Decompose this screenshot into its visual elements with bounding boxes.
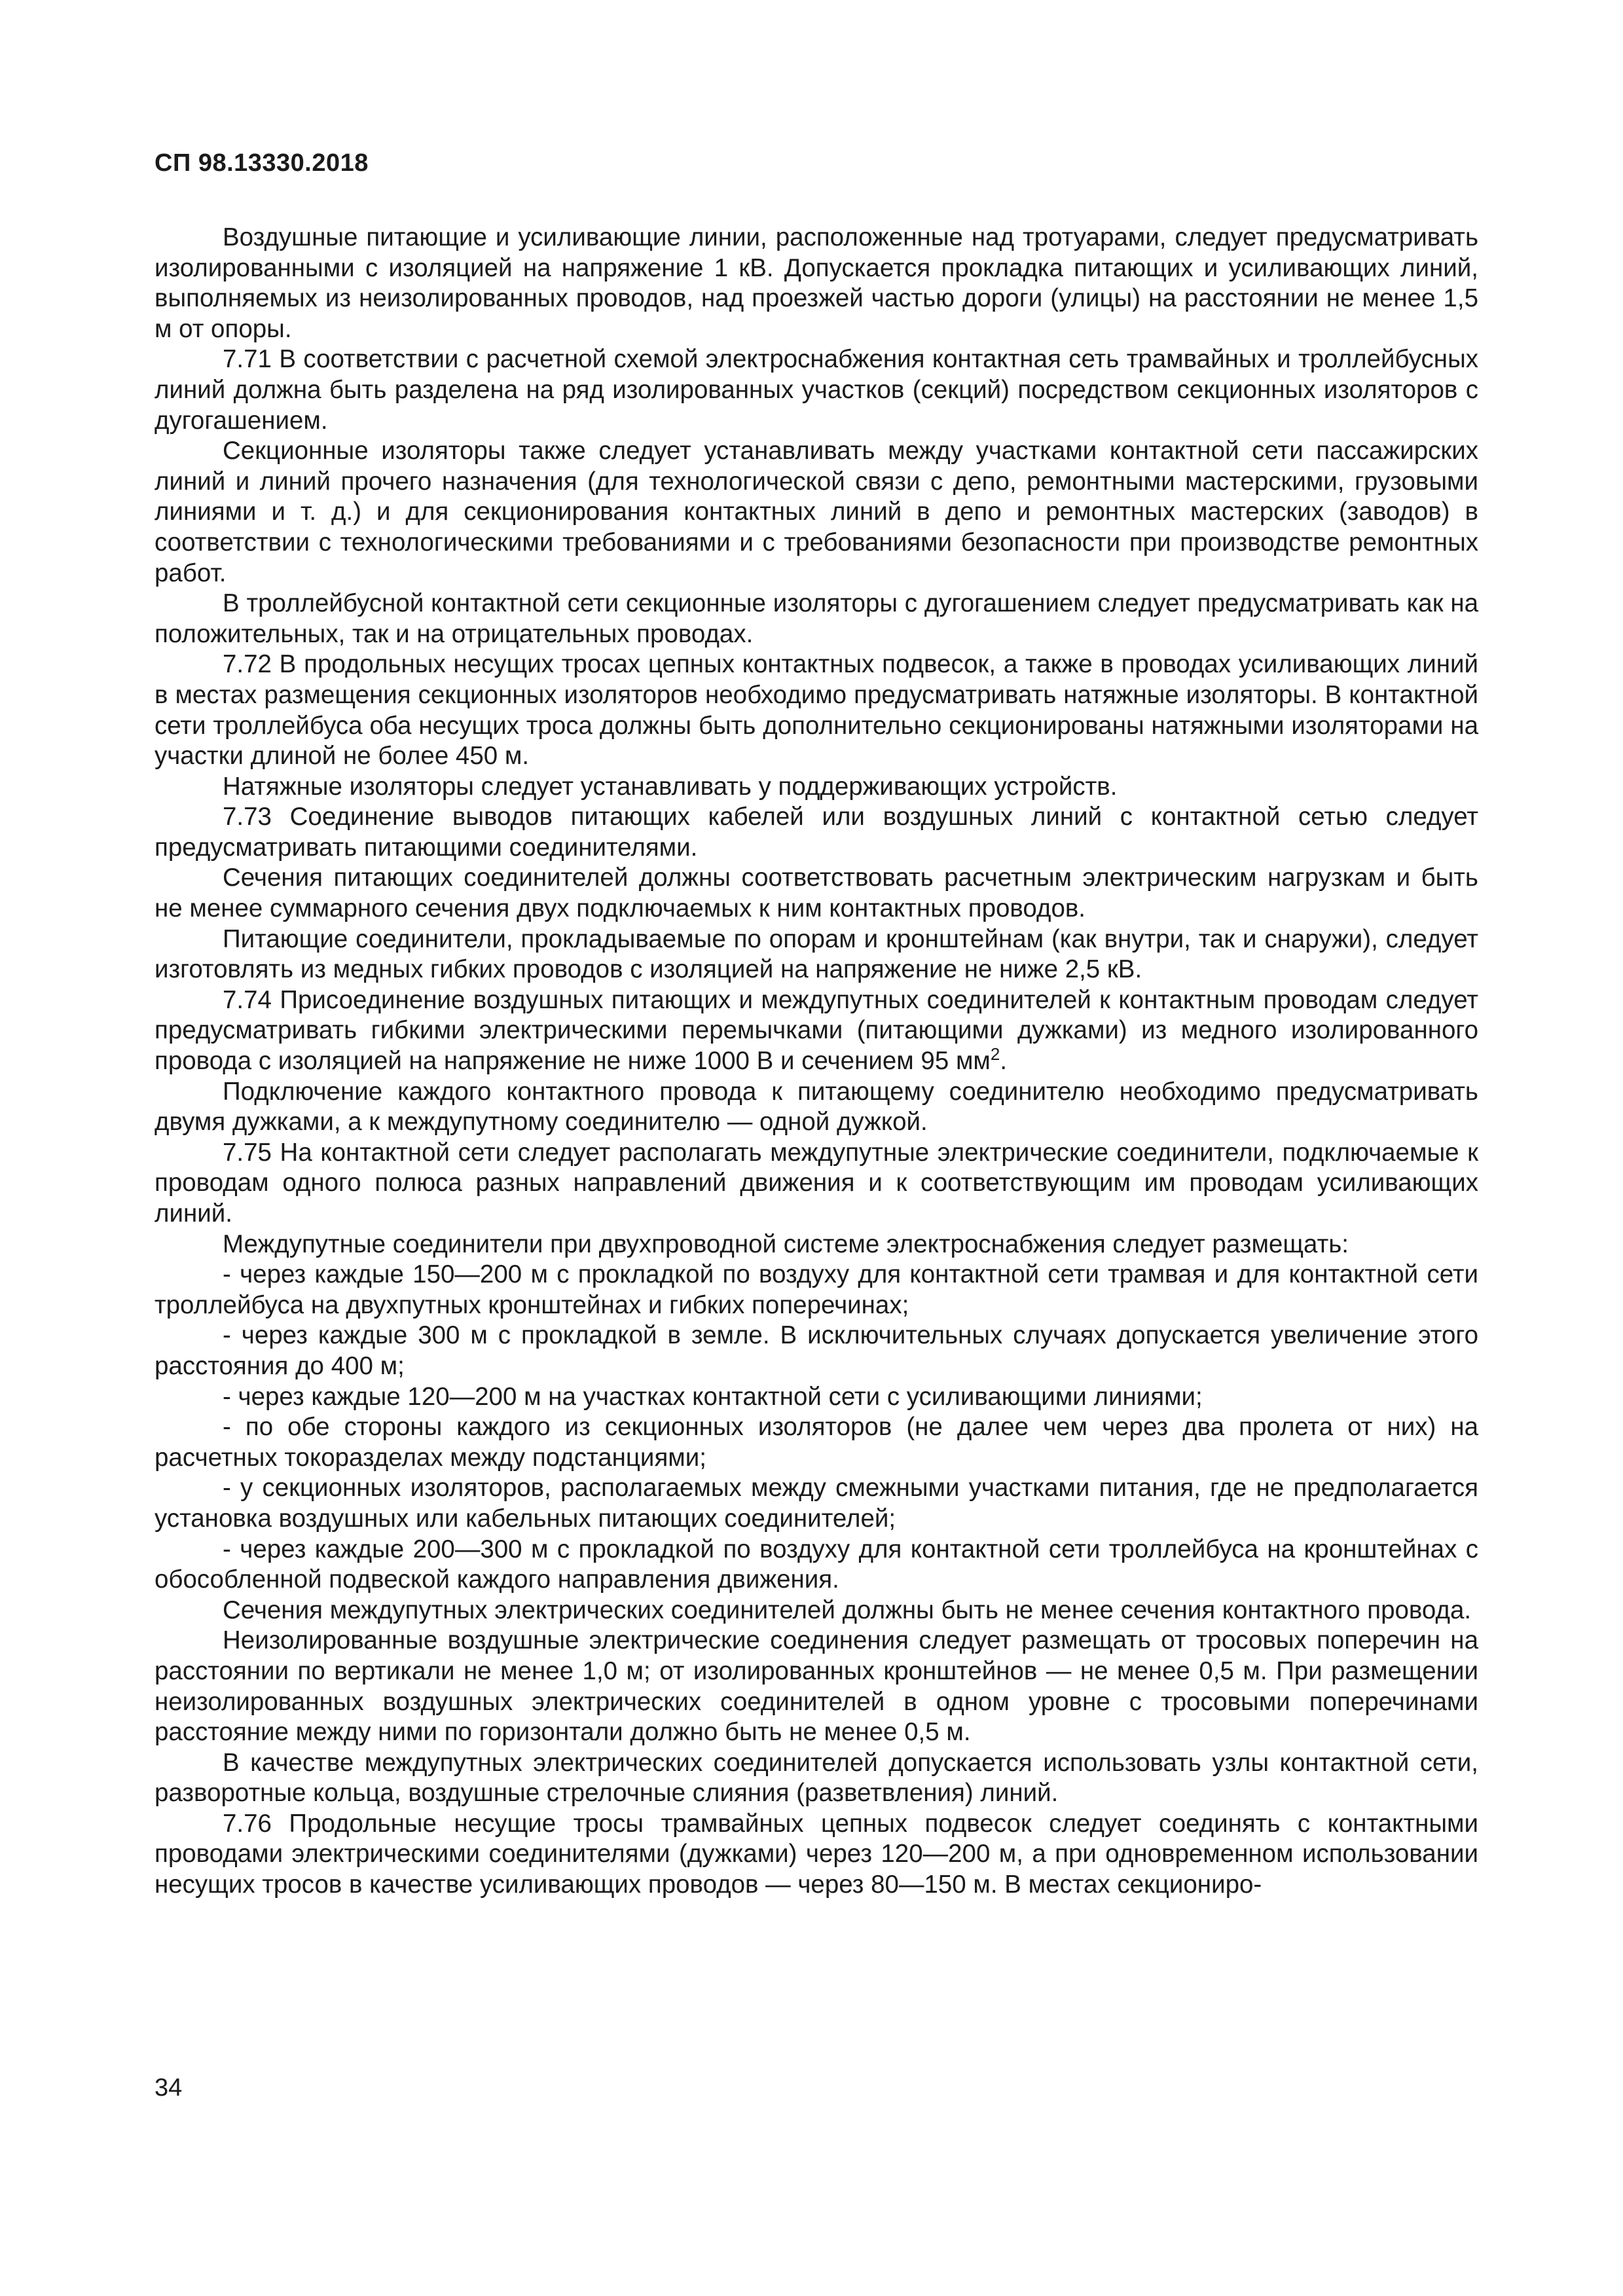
paragraph-7-72: 7.72 В продольных несущих тросах цепных контактных подвесок, а также в проводах усиливающих линий в местах размещения секционных изоляторов необходимо предусматривать натяжные изоляторы. В контактной сети троллейбуса оба несущих троса должны быть дополнительно секционированы натяжными изоляторами на участки длиной не более 450 м. xyxy=(155,650,1478,771)
paragraph: Сечения междупутных электрических соединителей должны быть не менее сечения контактного провода. xyxy=(223,1595,1472,1624)
paragraph: Воздушные питающие и усиливающие линии, расположенные над тротуарами, следует предусматривать изолированными с изоляцией на напряжение 1 кВ. Допускается прокладка питающих и усиливающих линий, выполняемых из неизолированных проводов, над проезжей частью дороги (улицы) на расстоянии не менее 1,5 м от опоры. xyxy=(155,223,1478,343)
paragraph: Сечения питающих соединителей должны соответствовать расчетным электрическим нагрузкам и быть не менее суммарного сечения двух подключаемых к ним контактных проводов. xyxy=(155,864,1478,923)
paragraph-7-75: 7.75 На контактной сети следует располагать междупутные электрические соединители, подключаемые к проводам одного полюса разных направлений движения и к соответствующим им проводам усиливающих линий. xyxy=(155,1138,1478,1228)
paragraph: Натяжные изоляторы следует устанавливать у поддерживающих устройств. xyxy=(223,772,1118,801)
paragraph-tail: . xyxy=(1000,1047,1008,1076)
page-number: 34 xyxy=(155,2074,183,2102)
paragraph-7-74 xyxy=(155,985,1478,1077)
list-item: - через каждые 120—200 м на участках контактной сети с усиливающими линиями; xyxy=(223,1382,1203,1411)
paragraph: Питающие соединители, прокладываемые по опорам и кронштейнам (как внутри, так и снаружи), следует изготовлять из медных гибких проводов с изоляцией на напряжение не ниже 2,5 кВ. xyxy=(155,924,1478,984)
body-text xyxy=(155,223,1478,1901)
paragraph: В качестве междупутных электрических соединителей допускается использовать узлы контактной сети, разворотные кольца, воздушные стрелочные слияния (разветвления) линий. xyxy=(155,1748,1478,1808)
list-item: - у секционных изоляторов, располагаемых между смежными участками питания, где не предполагается установка воздушных или кабельных питающих соединителей; xyxy=(155,1474,1478,1533)
paragraph-7-73: 7.73 Соединение выводов питающих кабелей или воздушных линий с контактной сетью следует предусматривать питающими соединителями. xyxy=(155,803,1478,862)
superscript: 2 xyxy=(990,1044,1000,1065)
paragraph: Секционные изоляторы также следует устанавливать между участками контактной сети пассажирских линий и линий прочего назначения (для технологической связи с депо, ремонтными мастерскими, грузовыми линиями и т. д.) и для секционирования контактных линий в депо и ремонтных мастерских (заводов) в соответствии с технологическими требованиями и с требованиями безопасности при производстве ремонтных работ. xyxy=(155,437,1478,587)
list-item: - по обе стороны каждого из секционных изоляторов (не далее чем через два пролета от них) на расчетных токоразделах между подстанциями; xyxy=(155,1413,1478,1472)
list-item: - через каждые 150—200 м с прокладкой по воздуху для контактной сети трамвая и для контактной сети троллейбуса на двухпутных кронштейнах и гибких поперечинах; xyxy=(155,1260,1478,1319)
list-item: - через каждые 300 м с прокладкой в земле. В исключительных случаях допускается увеличение этого расстояния до 400 м; xyxy=(155,1321,1478,1380)
paragraph-7-71: 7.71 В соответствии с расчетной схемой электроснабжения контактная сеть трамвайных и троллейбусных линий должна быть разделена на ряд изолированных участков (секций) посредством секционных изоляторов с дугогашением. xyxy=(155,345,1478,435)
paragraph: Неизолированные воздушные электрические соединения следует размещать от тросовых поперечин на расстоянии по вертикали не менее 1,0 м; от изолированных кронштейнов — не менее 0,5 м. При размещении неизолированных воздушных электрических соединителей в одном уровне с тросовыми поперечинами расстояние между ними по горизонтали должно быть не менее 0,5 м. xyxy=(155,1626,1478,1747)
paragraph: Междупутные соединители при двухпроводной системе электроснабжения следует размещать: xyxy=(223,1230,1349,1258)
list-item: - через каждые 200—300 м с прокладкой по воздуху для контактной сети троллейбуса на кронштейнах с обособленной подвеской каждого направления движения. xyxy=(155,1535,1478,1594)
paragraph-7-76: 7.76 Продольные несущие тросы трамвайных цепных подвесок следует соединять с контактными проводами электрическими соединителями (дужками) через 120—200 м, а при одновременном использовании несущих тросов в качестве усиливающих проводов — через 80—150 м. В местах секциониро- xyxy=(155,1809,1478,1899)
paragraph: В троллейбусной контактной сети секционные изоляторы с дугогашением следует предусматривать как на положительных, так и на отрицательных проводах. xyxy=(155,589,1478,648)
paragraph-text: 7.74 Присоединение воздушных питающих и междупутных соединителей к контактным проводам следует предусматривать гибкими электрическими перемычками (питающими дужками) из медного изолированного провода с изоляцией на напряжение не ниже 1000 В и сечением 95 мм xyxy=(155,985,1478,1076)
document-code-header: СП 98.13330.2018 xyxy=(155,149,369,177)
paragraph: Подключение каждого контактного провода к питающему соединителю необходимо предусматривать двумя дужками, а к междупутному соединителю — одной дужкой. xyxy=(155,1077,1478,1137)
